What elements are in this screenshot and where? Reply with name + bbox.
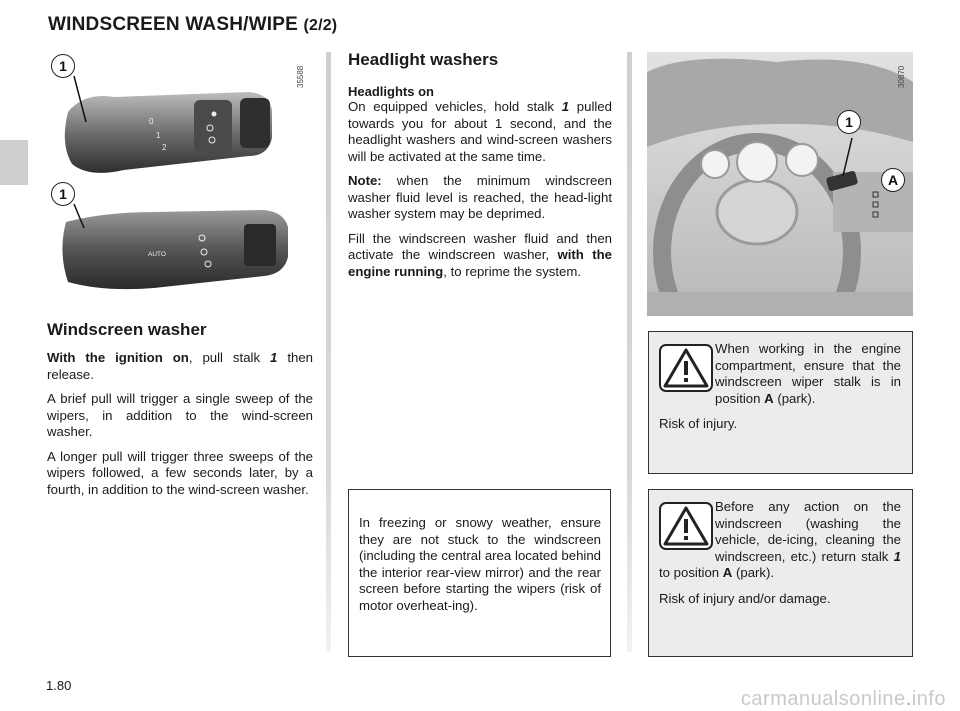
stalk-figure: [44, 52, 314, 302]
warning-text-engine-compartment: [715, 341, 901, 407]
subheading-headlights-on: Headlights on: [348, 84, 434, 99]
headlight-washers-note: [348, 173, 612, 223]
dashboard-figure: [647, 52, 913, 316]
warning-2-text-b: to position: [659, 565, 723, 580]
warning-1-text-b: (park).: [773, 390, 816, 406]
ignition-on-text: With the ignition on: [47, 350, 189, 365]
callout-stalk-1: 1: [837, 110, 861, 134]
watermark: [741, 688, 946, 711]
windscreen-washer-paragraph-1: [47, 350, 313, 383]
position-a-label: A: [722, 565, 733, 580]
stalk-ref: 1: [270, 350, 278, 365]
stalk-ref: 1: [893, 548, 901, 564]
warning-text-windscreen-action: [659, 499, 901, 582]
stalk-symbol-auto: AUTO: [148, 251, 166, 258]
engine-running-text: with the engine running: [348, 247, 612, 279]
stalk-illustration: [44, 52, 314, 302]
stalk-symbol-0: 0: [149, 117, 154, 126]
section-heading-headlight-washers: Headlight washers: [348, 50, 499, 69]
section-heading-windscreen-washer: Windscreen washer: [47, 320, 207, 339]
then-release-text: then release.: [47, 350, 313, 382]
warning-triangle-icon: [659, 344, 713, 392]
callout-position-a: A: [881, 168, 905, 192]
windscreen-washer-paragraph-3: A longer pull will trigger three sweeps of the wipers followed, a few seconds later, by a fourth, in addition to the wind-screen washer.: [47, 448, 313, 497]
warning-box-windscreen-action: [648, 489, 913, 657]
windscreen-washer-section: [47, 320, 313, 506]
page-title: [48, 14, 337, 36]
pulled-towards-text: pulled towards you for about 1 second, and the headlight washers and wind-screen washers will be activated at the same time.: [348, 99, 612, 164]
reprime-text: , to reprime the system.: [443, 263, 582, 279]
watermark-left: carmanualsonline: [740, 688, 906, 710]
column-divider-left: [326, 52, 331, 652]
headlight-washers-paragraph-1: [348, 99, 612, 165]
page-number: 1.80: [46, 678, 72, 693]
chapter-tab: [0, 140, 28, 185]
figure-number-dashboard: 30870: [897, 65, 906, 88]
figure-number-stalks: 35588: [296, 65, 305, 88]
hold-stalk-text: On equipped vehicles, hold stalk: [348, 99, 562, 114]
warning-risk-injury-damage: Risk of injury and/or damage.: [659, 591, 831, 606]
watermark-dot: .: [905, 688, 912, 710]
headlight-washers-paragraph-3: [348, 231, 612, 281]
warning-1-text-a: When working in the engine compartment, ensure that the windscreen wiper stalk is in position: [715, 341, 901, 406]
note-label: Note:: [348, 173, 382, 188]
dashboard-illustration: [647, 52, 913, 316]
page-title-suffix: (2/2): [303, 17, 338, 34]
warning-2-text-c: (park).: [732, 565, 775, 580]
warning-box-engine-compartment: [648, 331, 913, 474]
windscreen-washer-paragraph-2: A brief pull will trigger a single sweep of the wipers, in addition to the wind-screen washer.: [47, 391, 313, 439]
fill-washer-text: Fill the windscreen washer fluid and then activate the windscreen washer,: [348, 230, 612, 262]
stalk-ref: 1: [561, 99, 570, 114]
freezing-weather-note: [348, 489, 611, 657]
note-text: when the minimum windscreen washer fluid level is reached, the head-light washer system may be deprimed.: [348, 173, 612, 221]
warning-2-text-a: Before any action on the windscreen (washing the vehicle, de-icing, cleaning the windscreen, etc.) return stalk: [715, 499, 901, 564]
headlight-washers-section: [348, 50, 612, 288]
stalk-symbol-1: 1: [156, 131, 161, 140]
position-a-label: A: [764, 390, 774, 406]
column-divider-right: [627, 52, 632, 652]
stalk-symbol-2: 2: [162, 143, 167, 152]
freezing-weather-text: In freezing or snowy weather, ensure they are not stuck to the windscreen (including the central area located behind the interior rear-view mirror) and the rear screen before starting the wipers (risk of motor overheat-ing).: [359, 515, 601, 613]
pull-stalk-text: , pull stalk: [188, 350, 271, 365]
warning-risk-injury: Risk of injury.: [659, 416, 738, 431]
callout-stalk-1-bottom: 1: [51, 182, 75, 206]
callout-stalk-1-top: 1: [51, 54, 75, 78]
watermark-right: info: [911, 688, 946, 710]
page-title-text: WINDSCREEN WASH/WIPE: [48, 14, 298, 35]
